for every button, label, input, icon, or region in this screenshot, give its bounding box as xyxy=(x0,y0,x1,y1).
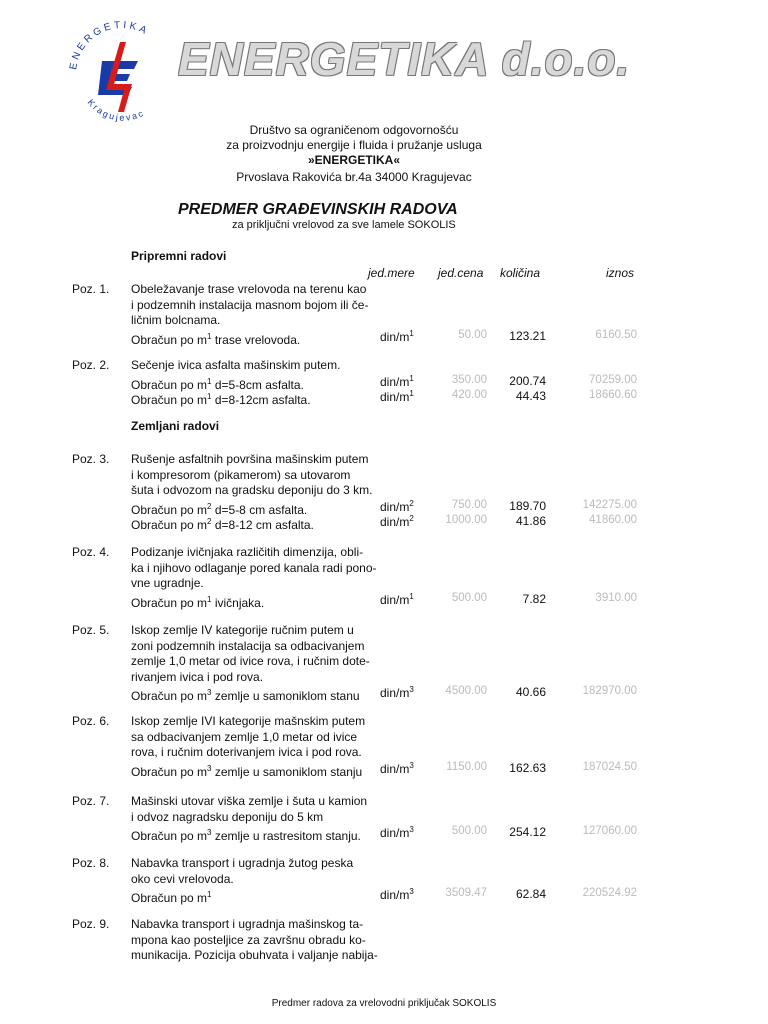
calc-exponent: 1 xyxy=(207,392,212,401)
position-number: Poz. 9. xyxy=(72,917,110,931)
calc-text-tail: ivičnjaka. xyxy=(211,595,265,610)
logo-bottom-text: Kragujevac xyxy=(85,97,147,123)
calc-text-tail: d=5-8cm asfalta. xyxy=(211,377,304,392)
unit-price-cell: 3509.47 xyxy=(445,887,487,899)
svg-text:Kragujevac xyxy=(86,97,147,122)
calculation-line xyxy=(131,825,381,845)
item-description-line: Iskop zemlje IVI kategorije mašnskim putem xyxy=(131,714,366,728)
position-number: Poz. 6. xyxy=(72,714,110,728)
unit-exponent: 1 xyxy=(409,591,414,601)
item-description-line: zoni podzemnih instalacija sa odbacivanjem xyxy=(131,638,365,653)
calc-text-tail: zemlje u samoniklom stanju xyxy=(211,764,363,779)
amount-cell: 187024.50 xyxy=(582,760,637,773)
quantity-cell: 62.84 xyxy=(515,887,546,901)
item-description-line: Nabavka transport i ugradnja mašinskog ta- xyxy=(131,917,364,931)
company-name: »ENERGETIKA« xyxy=(307,153,401,167)
logo-top-text: ENERGETIKA xyxy=(68,19,151,71)
unit-text: din/m xyxy=(380,515,410,529)
position-number: Poz. 3. xyxy=(72,452,110,466)
unit-price-cell: 750.00 xyxy=(451,498,487,511)
unit-cell xyxy=(380,685,414,700)
amount-cell: 220524.92 xyxy=(582,887,637,899)
position-number: Poz. 7. xyxy=(72,794,110,808)
item-description-line: Mašinski utovar viška zemlje i šuta u kamion xyxy=(131,794,368,808)
amount-cell: 6160.50 xyxy=(595,328,637,341)
calc-text: Obračun po m xyxy=(131,891,208,905)
unit-exponent: 1 xyxy=(409,328,414,338)
position-number: Poz. 2. xyxy=(72,358,110,372)
unit-cell xyxy=(380,374,414,389)
column-header-qty: količina xyxy=(500,266,541,280)
unit-text: din/m xyxy=(380,826,410,840)
amount-cell: 3910.00 xyxy=(595,591,637,604)
calc-text-tail: trase vrelovoda. xyxy=(211,332,301,347)
calc-text-tail: d=5-8 cm asfalta. xyxy=(211,502,308,517)
amount-cell: 41860.00 xyxy=(589,514,637,526)
item-description-line: rivanjem ivica i pod rova. xyxy=(131,669,264,684)
unit-cell xyxy=(380,514,414,529)
calc-text: Obračun po m xyxy=(131,829,208,843)
calc-exponent: 1 xyxy=(207,890,212,899)
calc-text: Obračun po m xyxy=(131,393,208,407)
quantity-cell: 7.82 xyxy=(522,591,546,606)
item-description-line: Iskop zemlje IV kategorije ručnim putem u xyxy=(131,623,354,637)
calc-text-tail: zemlje u rastresitom stanju. xyxy=(211,829,361,843)
company-line-1: Društvo sa ograničenom odgovornošću xyxy=(249,123,459,137)
section-heading: Pripremni radovi xyxy=(131,249,227,263)
amount-cell: 142275.00 xyxy=(582,498,637,511)
unit-price-cell: 350.00 xyxy=(451,373,487,386)
calculation-line xyxy=(131,887,381,907)
calc-text: Obračun po m xyxy=(131,332,208,347)
calc-text: Obračun po m xyxy=(131,689,208,703)
unit-price-cell: 1000.00 xyxy=(445,514,487,526)
calculation-line xyxy=(131,761,381,781)
calculation-line xyxy=(131,514,381,534)
calc-exponent: 3 xyxy=(207,828,212,837)
unit-text: din/m xyxy=(380,686,410,700)
unit-text: din/m xyxy=(380,329,410,344)
item-description-line: i odvoz nagradsku deponiju do 5 km xyxy=(131,809,324,824)
calc-text: Obračun po m xyxy=(131,502,208,517)
quantity-cell: 123.21 xyxy=(509,328,546,343)
calc-text-tail: d=8-12cm asfalta. xyxy=(211,393,311,407)
item-description-line: Obeležavanje trase vrelovoda na terenu kao xyxy=(131,282,367,296)
item-description-line: sa odbacivanjem zemlje 1,0 metar od ivice xyxy=(131,729,358,744)
calc-exponent: 1 xyxy=(207,594,212,604)
calc-text: Obračun po m xyxy=(131,595,208,610)
energetika-logo-icon xyxy=(62,16,182,126)
unit-cell xyxy=(380,825,414,840)
item-description-line: Podizanje ivičnjaka različitih dimenzija, obli- xyxy=(131,545,364,559)
unit-text: din/m xyxy=(380,761,410,776)
unit-cell xyxy=(380,761,414,776)
unit-price-cell: 420.00 xyxy=(451,389,487,401)
position-number: Poz. 5. xyxy=(72,623,110,637)
unit-exponent: 1 xyxy=(409,389,414,398)
item-description-line: munikacija. Pozicija obuhvata i valjanje nabija- xyxy=(131,948,378,962)
company-logo xyxy=(62,16,182,126)
unit-text: din/m xyxy=(380,592,410,607)
calculation-line xyxy=(131,329,381,349)
calc-exponent: 2 xyxy=(207,501,212,511)
unit-text: din/m xyxy=(380,888,410,902)
column-header-amount: iznos xyxy=(606,266,635,280)
unit-exponent: 3 xyxy=(409,685,414,694)
calc-text-tail: d=8-12 cm asfalta. xyxy=(211,518,314,532)
document-subtitle: za priključni vrelovod za sve lamele SOKOLIS xyxy=(232,219,456,231)
item-description-line: mpona kao posteljice za završnu obradu ko- xyxy=(131,932,366,947)
quantity-cell: 254.12 xyxy=(509,825,546,839)
amount-cell: 127060.00 xyxy=(582,825,637,837)
calc-exponent: 2 xyxy=(207,517,212,526)
unit-price-cell: 500.00 xyxy=(451,825,487,837)
item-description-line: oko cevi vrelovoda. xyxy=(131,871,234,886)
item-description-line: vne ugradnje. xyxy=(131,576,204,590)
column-header-price: jed.cena xyxy=(438,266,484,280)
quantity-cell: 200.74 xyxy=(509,373,546,388)
unit-exponent: 2 xyxy=(409,514,414,523)
company-address: Prvoslava Rakovića br.4a 34000 Kragujevac xyxy=(236,170,472,184)
position-number: Poz. 4. xyxy=(72,545,110,559)
quantity-cell: 44.43 xyxy=(515,389,546,403)
amount-cell: 18660.60 xyxy=(589,389,637,401)
quantity-cell: 41.86 xyxy=(515,514,546,528)
calc-text: Obračun po m xyxy=(131,764,208,779)
calc-exponent: 3 xyxy=(207,688,212,697)
calculation-line xyxy=(131,389,381,409)
item-description-line: Rušenje asfaltnih površina mašinskim putem xyxy=(131,452,369,466)
amount-cell: 70259.00 xyxy=(589,373,637,386)
unit-cell xyxy=(380,329,414,344)
unit-cell xyxy=(380,499,414,514)
calc-text: Obračun po m xyxy=(131,377,208,392)
unit-text: din/m xyxy=(380,374,410,389)
unit-price-cell: 4500.00 xyxy=(445,685,487,697)
item-description-line: rova, i ručnim doterivanjem ivica i pod rova. xyxy=(131,745,362,759)
quantity-cell: 162.63 xyxy=(509,760,546,775)
unit-exponent: 3 xyxy=(409,760,414,770)
calc-text: Obračun po m xyxy=(131,518,208,532)
unit-exponent: 1 xyxy=(409,373,414,383)
unit-cell xyxy=(380,592,414,607)
calc-text-tail: zemlje u samoniklom stanu xyxy=(211,689,360,703)
position-number: Poz. 1. xyxy=(72,282,110,296)
unit-cell xyxy=(380,389,414,404)
item-description-line: šuta i odvozom na gradsku deponiju do 3 km. xyxy=(131,483,373,497)
unit-text: din/m xyxy=(380,499,410,514)
item-description-line: ka i njihovo odlaganje pored kanala radi pono- xyxy=(131,560,377,575)
calc-exponent: 1 xyxy=(207,331,212,341)
calculation-line xyxy=(131,685,381,705)
calc-exponent: 3 xyxy=(207,763,212,773)
position-number: Poz. 8. xyxy=(72,856,110,870)
amount-cell: 182970.00 xyxy=(582,685,637,697)
unit-price-cell: 500.00 xyxy=(451,591,487,604)
unit-exponent: 2 xyxy=(409,498,414,508)
calc-exponent: 1 xyxy=(207,376,212,386)
column-header-unit: jed.mere xyxy=(368,266,415,280)
item-description-line: zemlje 1,0 metar od ivice rova, i ručnim dote- xyxy=(131,654,370,668)
item-description-line: i podzemnih instalacija masnom bojom ili če- xyxy=(131,297,369,312)
item-description-line: i kompresorom (pikamerom) sa utovarom xyxy=(131,467,351,482)
company-line-2: za proizvodnju energije i fluida i pružanje usluga xyxy=(226,138,482,152)
unit-cell xyxy=(380,887,414,902)
unit-price-cell: 50.00 xyxy=(458,328,487,341)
quantity-cell: 189.70 xyxy=(509,498,546,513)
calculation-line xyxy=(131,592,381,612)
unit-text: din/m xyxy=(380,390,410,404)
brand-name: ENERGETIKA d.o.o. xyxy=(178,33,631,85)
item-description-line: Sečenje ivica asfalta mašinskim putem. xyxy=(131,358,341,372)
section-heading: Zemljani radovi xyxy=(131,419,220,433)
document-title: PREDMER GRAĐEVINSKIH RADOVA xyxy=(178,201,458,218)
quantity-cell: 40.66 xyxy=(515,685,546,699)
unit-price-cell: 1150.00 xyxy=(446,760,487,773)
page-footer: Predmer radova za vrelovodni priključak SOKOLIS xyxy=(271,998,497,1009)
unit-exponent: 3 xyxy=(409,825,414,834)
item-description-line: ličnim bolcnama. xyxy=(131,313,221,327)
item-description-line: Nabavka transport i ugradnja žutog peska xyxy=(131,856,354,870)
unit-exponent: 3 xyxy=(409,887,414,896)
